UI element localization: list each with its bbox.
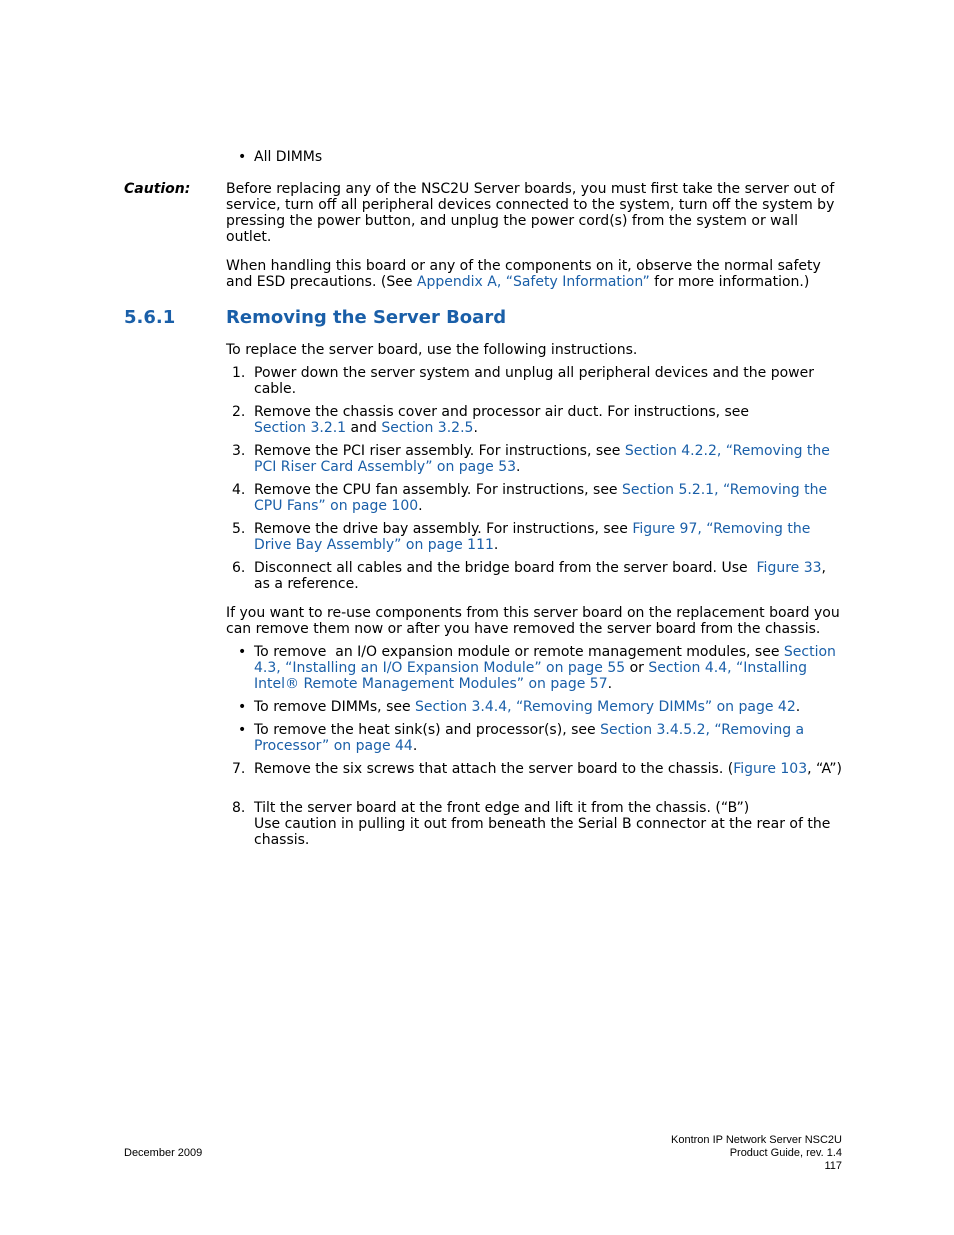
reuse-paragraph: If you want to re-use components from this server board on the replacement board you can remove them now or after you have removed the server board from the chassis. [226,605,840,637]
bullet-dot: • [238,722,247,738]
footer-doc-revision: Product Guide, rev. 1.4 [729,1147,842,1159]
step-line: Tilt the server board at the front edge and lift it from the chassis. (“B”) [254,800,750,816]
step-text: Remove the six screws that attach the server board to the chassis. (Figure 103, “A”) [254,761,843,777]
list-item: To remove the heat sink(s) and processor(s), see Section 3.4.5.2, “Removing a Processor” on page 44. [254,722,805,754]
list-item: To remove an I/O expansion module or remote management modules, see Section 4.3, “Installing an I/O Expansion Module” on page 55 or Section 4.4, “Installing Intel® Remote Management Modules” on page 57. [254,644,836,692]
step-number: 6. [232,560,246,576]
step-number: 2. [232,404,246,420]
step-text: Remove the chassis cover and processor air duct. For instructions, see Section 3.2.1 and Section 3.2.5. [254,404,750,436]
step-number: 8. [232,800,246,816]
step-number: 7. [232,761,246,777]
footer-doc-info [671,1134,842,1173]
step-number: 4. [232,482,246,498]
bullet-dot: • [238,644,247,660]
section-number: 5.6.1 [124,307,176,328]
bullet-dot: • [238,149,247,165]
section-3-2-1-link[interactable]: Section 3.2.1 [254,420,347,436]
footer-date: December 2009 [124,1147,203,1159]
section-intro: To replace the server board, use the following instructions. [226,342,638,358]
section-3-2-5-link[interactable]: Section 3.2.5 [381,420,474,436]
figure-97-link[interactable]: Figure 97, “Removing the Drive Bay Assembly” on page 111 [254,521,811,553]
section-3-4-4-link[interactable]: Section 3.4.4, “Removing Memory DIMMs” on page 42 [415,699,796,715]
step-text: Remove the PCI riser assembly. For instructions, see Section 4.2.2, “Removing the PCI Riser Card Assembly” on page 53. [254,443,830,475]
step-number: 3. [232,443,246,459]
section-4-2-2-link[interactable]: Section 4.2.2, “Removing the PCI Riser Card Assembly” on page 53 [254,443,830,475]
section-4-4-link[interactable]: Section 4.4, “Installing Intel® Remote Management Modules” on page 57 [254,660,808,692]
section-3-4-5-2-link[interactable]: Section 3.4.5.2, “Removing a Processor” on page 44 [254,722,805,754]
list-item: All DIMMs [254,149,323,165]
caution-text: Before replacing any of the NSC2U Server boards, you must first take the server out of service, turn off all peripheral devices connected to the system, turn off the system by pressing the power button, and unplug the power cord(s) from the system or wall outlet. [226,181,835,245]
appendix-a-link[interactable]: Appendix A, “Safety Information” [416,274,650,290]
bullet-dot: • [238,699,247,715]
step-text: Disconnect all cables and the bridge board from the server board. Use Figure 33, as a reference. [254,560,826,592]
caution-label: Caution: [124,181,191,197]
footer-doc-title: Kontron IP Network Server NSC2U [671,1134,842,1146]
figure-103-link[interactable]: Figure 103 [733,761,808,777]
step-text: Remove the CPU fan assembly. For instructions, see Section 5.2.1, “Removing the CPU Fans” on page 100. [254,482,828,514]
section-title: Removing the Server Board [226,307,507,328]
page-number: 117 [824,1160,842,1172]
list-item: To remove DIMMs, see Section 3.4.4, “Removing Memory DIMMs” on page 42. [254,699,801,715]
section-5-2-1-link[interactable]: Section 5.2.1, “Removing the CPU Fans” on page 100 [254,482,828,514]
step-number: 1. [232,365,246,381]
section-4-3-link[interactable]: Section 4.3, “Installing an I/O Expansion Module” on page 55 [254,644,836,676]
figure-33-link[interactable]: Figure 33 [756,560,822,576]
step-text: Power down the server system and unplug all peripheral devices and the power cable. [254,365,814,397]
caution-esd-paragraph: When handling this board or any of the components on it, observe the normal safety and ESD precautions. (See Appendix A, “Safety Information” for more information.) [226,258,821,290]
step-text [254,800,844,848]
step-text: Remove the drive bay assembly. For instructions, see Figure 97, “Removing the Drive Bay Assembly” on page 111. [254,521,811,553]
step-line: Use caution in pulling it out from beneath the Serial B connector at the rear of the chassis. [254,816,831,848]
step-number: 5. [232,521,246,537]
